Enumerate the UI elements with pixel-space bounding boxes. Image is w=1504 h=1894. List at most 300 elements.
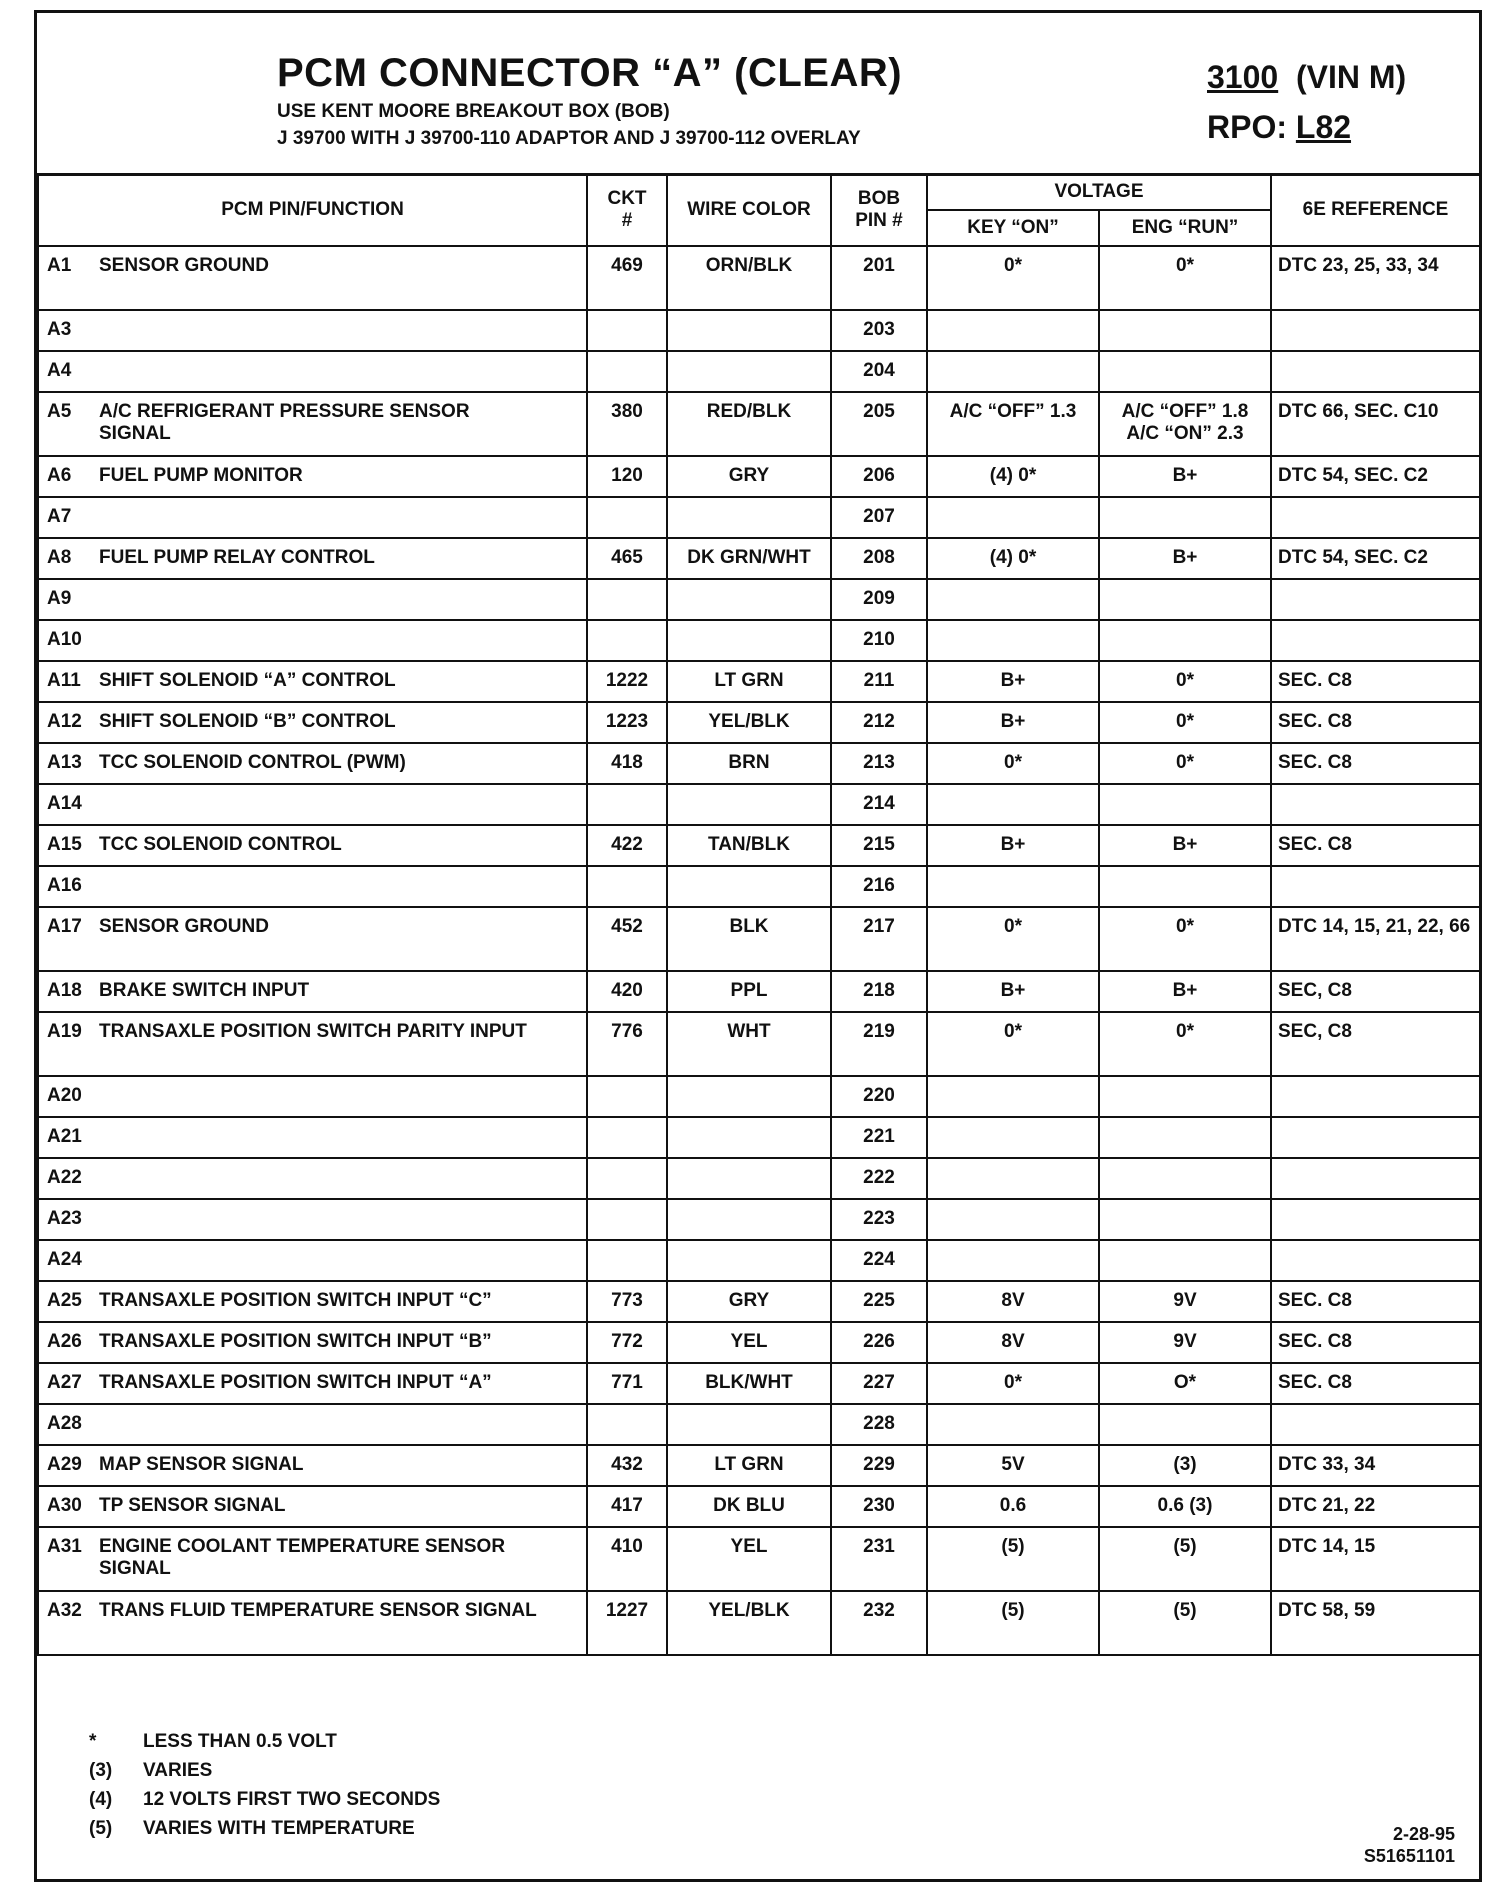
table-row xyxy=(38,1281,1480,1322)
doc-date: 2-28-95 xyxy=(1392,1824,1455,1844)
pin-id: A18 xyxy=(47,980,82,1001)
pin-function-cell xyxy=(38,971,587,1012)
col-voltage: VOLTAGE xyxy=(927,174,1271,210)
pin-function-cell xyxy=(38,825,587,866)
table-row xyxy=(38,743,1480,784)
eng-run-cell: O* xyxy=(1099,1363,1271,1404)
col-pin-function: PCM PIN/FUNCTION xyxy=(38,174,587,246)
table-row xyxy=(38,497,1480,538)
wire-color-cell xyxy=(667,1199,831,1240)
pin-id: A27 xyxy=(47,1372,82,1393)
table-row xyxy=(38,907,1480,971)
table-row xyxy=(38,246,1480,310)
reference-cell: DTC 14, 15, 21, 22, 66 xyxy=(1271,907,1480,971)
pin-id: A21 xyxy=(47,1126,82,1147)
rpo-prefix: RPO: xyxy=(1207,109,1287,145)
table-row xyxy=(38,310,1480,351)
bob-pin-cell: 228 xyxy=(831,1404,927,1445)
pin-id: A11 xyxy=(47,670,81,691)
pin-id: A12 xyxy=(47,711,82,732)
eng-run-cell xyxy=(1099,1240,1271,1281)
pin-id: A23 xyxy=(47,1208,82,1229)
table-row xyxy=(38,579,1480,620)
col-bob-pin: BOB PIN # xyxy=(831,174,927,246)
pin-id: A17 xyxy=(47,916,82,937)
wire-color-cell: DK BLU xyxy=(667,1486,831,1527)
bob-pin-cell: 225 xyxy=(831,1281,927,1322)
bob-pin-cell: 232 xyxy=(831,1591,927,1655)
table-row xyxy=(38,392,1480,456)
document-sheet xyxy=(34,10,1482,1882)
ckt-cell: 771 xyxy=(587,1363,667,1404)
reference-cell: DTC 21, 22 xyxy=(1271,1486,1480,1527)
pin-function-cell xyxy=(38,310,587,351)
key-on-cell xyxy=(927,497,1099,538)
engine-code: 3100 xyxy=(1207,59,1279,95)
table-row xyxy=(38,1527,1480,1591)
ckt-cell xyxy=(587,351,667,392)
pin-function-cell xyxy=(38,661,587,702)
table-row xyxy=(38,1404,1480,1445)
pin-function-cell xyxy=(38,907,587,971)
pin-function: FUEL PUMP MONITOR xyxy=(99,465,303,486)
pin-function-cell xyxy=(38,743,587,784)
pin-id: A22 xyxy=(47,1167,82,1188)
bob-pin-cell: 218 xyxy=(831,971,927,1012)
bob-pin-cell: 215 xyxy=(831,825,927,866)
wire-color-cell xyxy=(667,1404,831,1445)
ckt-cell: 432 xyxy=(587,1445,667,1486)
reference-cell xyxy=(1271,1158,1480,1199)
note-item xyxy=(89,1760,440,1789)
bob-pin-cell: 231 xyxy=(831,1527,927,1591)
wire-color-cell xyxy=(667,497,831,538)
key-on-cell: B+ xyxy=(927,971,1099,1012)
ckt-cell: 1222 xyxy=(587,661,667,702)
pin-function: ENGINE COOLANT TEMPERATURE SENSOR SIGNAL xyxy=(99,1536,506,1579)
wire-color-cell: GRY xyxy=(667,1281,831,1322)
wire-color-cell xyxy=(667,1117,831,1158)
bob-pin-cell: 212 xyxy=(831,702,927,743)
key-on-cell: 0* xyxy=(927,246,1099,310)
key-on-cell: A/C “OFF” 1.3 xyxy=(927,392,1099,456)
reference-cell xyxy=(1271,1199,1480,1240)
eng-run-cell xyxy=(1099,579,1271,620)
pin-function: A/C REFRIGERANT PRESSURE SENSOR SIGNAL xyxy=(99,401,470,444)
bob-pin-cell: 205 xyxy=(831,392,927,456)
note-item xyxy=(89,1731,440,1760)
ckt-cell: 1223 xyxy=(587,702,667,743)
wire-color-cell: RED/BLK xyxy=(667,392,831,456)
ckt-cell: 772 xyxy=(587,1322,667,1363)
reference-cell: DTC 54, SEC. C2 xyxy=(1271,456,1480,497)
pin-id: A20 xyxy=(47,1085,82,1106)
eng-run-cell: B+ xyxy=(1099,971,1271,1012)
engine-label xyxy=(1207,59,1406,96)
table-row xyxy=(38,1076,1480,1117)
wire-color-cell xyxy=(667,1240,831,1281)
pin-function-cell xyxy=(38,1076,587,1117)
key-on-cell xyxy=(927,1404,1099,1445)
key-on-cell: 5V xyxy=(927,1445,1099,1486)
wire-color-cell: LT GRN xyxy=(667,1445,831,1486)
pin-id: A31 xyxy=(47,1536,82,1557)
ckt-cell xyxy=(587,1117,667,1158)
key-on-cell xyxy=(927,310,1099,351)
eng-run-cell: A/C “OFF” 1.8 A/C “ON” 2.3 xyxy=(1099,392,1271,456)
eng-run-cell xyxy=(1099,1199,1271,1240)
pin-function: TCC SOLENOID CONTROL (PWM) xyxy=(99,752,406,773)
eng-run-cell: 0* xyxy=(1099,1012,1271,1076)
eng-run-cell: (3) xyxy=(1099,1445,1271,1486)
ckt-cell xyxy=(587,579,667,620)
pin-id: A1 xyxy=(47,255,72,276)
pin-function: TRANSAXLE POSITION SWITCH PARITY INPUT xyxy=(99,1021,527,1042)
note-text: LESS THAN 0.5 VOLT xyxy=(143,1731,337,1752)
key-on-cell: 0.6 xyxy=(927,1486,1099,1527)
wire-color-cell xyxy=(667,1076,831,1117)
rpo-value: L82 xyxy=(1295,109,1352,145)
key-on-cell: (4) 0* xyxy=(927,538,1099,579)
pin-id: A26 xyxy=(47,1331,82,1352)
reference-cell: SEC. C8 xyxy=(1271,661,1480,702)
key-on-cell: 8V xyxy=(927,1322,1099,1363)
pin-function: FUEL PUMP RELAY CONTROL xyxy=(99,547,375,568)
wire-color-cell: BRN xyxy=(667,743,831,784)
pin-table xyxy=(37,173,1481,1656)
key-on-cell: (4) 0* xyxy=(927,456,1099,497)
key-on-cell xyxy=(927,1076,1099,1117)
bob-pin-cell: 211 xyxy=(831,661,927,702)
pin-id: A6 xyxy=(47,465,72,486)
table-row xyxy=(38,1012,1480,1076)
eng-run-cell: 0* xyxy=(1099,743,1271,784)
wire-color-cell: YEL/BLK xyxy=(667,702,831,743)
note-key: (5) xyxy=(89,1818,113,1839)
bob-pin-cell: 210 xyxy=(831,620,927,661)
pin-function-cell xyxy=(38,351,587,392)
wire-color-cell: TAN/BLK xyxy=(667,825,831,866)
pin-function-cell xyxy=(38,1486,587,1527)
bob-pin-cell: 206 xyxy=(831,456,927,497)
pin-function-cell xyxy=(38,702,587,743)
reference-cell: DTC 54, SEC. C2 xyxy=(1271,538,1480,579)
bob-pin-cell: 217 xyxy=(831,907,927,971)
bob-pin-cell: 209 xyxy=(831,579,927,620)
key-on-cell: B+ xyxy=(927,702,1099,743)
pin-function-cell xyxy=(38,456,587,497)
pin-id: A15 xyxy=(47,834,82,855)
pin-function-cell xyxy=(38,1322,587,1363)
eng-run-cell: 9V xyxy=(1099,1322,1271,1363)
ckt-cell: 418 xyxy=(587,743,667,784)
wire-color-cell: YEL xyxy=(667,1527,831,1591)
eng-run-cell: 9V xyxy=(1099,1281,1271,1322)
eng-run-cell: 0* xyxy=(1099,702,1271,743)
eng-run-cell: (5) xyxy=(1099,1591,1271,1655)
table-row xyxy=(38,1240,1480,1281)
eng-run-cell xyxy=(1099,351,1271,392)
pin-function: SHIFT SOLENOID “B” CONTROL xyxy=(99,711,396,732)
key-on-cell: B+ xyxy=(927,825,1099,866)
doc-code: S51651101 xyxy=(1363,1846,1455,1866)
reference-cell: SEC. C8 xyxy=(1271,1363,1480,1404)
table-row xyxy=(38,1445,1480,1486)
eng-run-cell xyxy=(1099,1158,1271,1199)
table-row xyxy=(38,1591,1480,1655)
eng-run-cell xyxy=(1099,1404,1271,1445)
reference-cell xyxy=(1271,1240,1480,1281)
reference-cell: DTC 14, 15 xyxy=(1271,1527,1480,1591)
reference-cell: SEC. C8 xyxy=(1271,825,1480,866)
pin-id: A9 xyxy=(47,588,72,609)
pin-id: A7 xyxy=(47,506,72,527)
pin-function-cell xyxy=(38,538,587,579)
bob-pin-cell: 223 xyxy=(831,1199,927,1240)
key-on-cell xyxy=(927,1158,1099,1199)
reference-cell: DTC 66, SEC. C10 xyxy=(1271,392,1480,456)
bob-pin-cell: 222 xyxy=(831,1158,927,1199)
bob-pin-cell: 204 xyxy=(831,351,927,392)
note-key: (3) xyxy=(89,1760,113,1781)
pin-function-cell xyxy=(38,1117,587,1158)
table-row xyxy=(38,866,1480,907)
eng-run-cell xyxy=(1099,1117,1271,1158)
bob-pin-cell: 213 xyxy=(831,743,927,784)
key-on-cell: 0* xyxy=(927,743,1099,784)
reference-cell xyxy=(1271,1117,1480,1158)
pin-function-cell xyxy=(38,1404,587,1445)
reference-cell xyxy=(1271,866,1480,907)
ckt-cell: 422 xyxy=(587,825,667,866)
table-row xyxy=(38,1322,1480,1363)
table-row xyxy=(38,538,1480,579)
table-row xyxy=(38,971,1480,1012)
wire-color-cell xyxy=(667,351,831,392)
doc-id xyxy=(1364,1823,1455,1867)
bob-pin-cell: 229 xyxy=(831,1445,927,1486)
key-on-cell: 0* xyxy=(927,907,1099,971)
reference-cell xyxy=(1271,351,1480,392)
pin-id: A28 xyxy=(47,1413,82,1434)
ckt-cell: 417 xyxy=(587,1486,667,1527)
eng-run-cell xyxy=(1099,784,1271,825)
vin-code: (VIN M) xyxy=(1295,59,1407,95)
ckt-cell: 776 xyxy=(587,1012,667,1076)
bob-pin-cell: 208 xyxy=(831,538,927,579)
pin-function: BRAKE SWITCH INPUT xyxy=(99,980,310,1001)
note-text: VARIES WITH TEMPERATURE xyxy=(143,1818,415,1839)
ckt-cell xyxy=(587,1199,667,1240)
pin-function-cell xyxy=(38,1199,587,1240)
pin-id: A32 xyxy=(47,1600,82,1621)
note-text: VARIES xyxy=(143,1760,213,1781)
key-on-cell: (5) xyxy=(927,1527,1099,1591)
bob-pin-cell: 226 xyxy=(831,1322,927,1363)
eng-run-cell xyxy=(1099,310,1271,351)
pin-function: SENSOR GROUND xyxy=(99,916,269,937)
key-on-cell xyxy=(927,1117,1099,1158)
eng-run-cell: 0* xyxy=(1099,246,1271,310)
pin-id: A8 xyxy=(47,547,72,568)
pin-function-cell xyxy=(38,1281,587,1322)
table-row xyxy=(38,456,1480,497)
key-on-cell xyxy=(927,866,1099,907)
pin-function: SHIFT SOLENOID “A” CONTROL xyxy=(99,670,396,691)
pin-function: TCC SOLENOID CONTROL xyxy=(99,834,342,855)
reference-cell: DTC 23, 25, 33, 34 xyxy=(1271,246,1480,310)
table-row xyxy=(38,1363,1480,1404)
col-reference: 6E REFERENCE xyxy=(1271,174,1480,246)
pin-id: A4 xyxy=(47,360,72,381)
pin-function-cell xyxy=(38,1591,587,1655)
reference-cell xyxy=(1271,579,1480,620)
wire-color-cell: LT GRN xyxy=(667,661,831,702)
note-key: * xyxy=(89,1731,97,1752)
col-ckt: CKT # xyxy=(587,174,667,246)
ckt-cell xyxy=(587,866,667,907)
eng-run-cell xyxy=(1099,1076,1271,1117)
bob-pin-cell: 214 xyxy=(831,784,927,825)
eng-run-cell xyxy=(1099,866,1271,907)
bob-pin-cell: 216 xyxy=(831,866,927,907)
bob-pin-cell: 221 xyxy=(831,1117,927,1158)
wire-color-cell xyxy=(667,1158,831,1199)
eng-run-cell: B+ xyxy=(1099,456,1271,497)
pin-id: A3 xyxy=(47,319,72,340)
rpo-label xyxy=(1207,109,1351,146)
ckt-cell xyxy=(587,1158,667,1199)
subtitle-adaptor: J 39700 WITH J 39700-110 ADAPTOR AND J 39700-112 OVERLAY xyxy=(277,128,861,149)
eng-run-cell xyxy=(1099,620,1271,661)
key-on-cell: 8V xyxy=(927,1281,1099,1322)
pin-id: A5 xyxy=(47,401,72,422)
ckt-cell xyxy=(587,1240,667,1281)
ckt-cell: 773 xyxy=(587,1281,667,1322)
table-row xyxy=(38,351,1480,392)
ckt-cell xyxy=(587,497,667,538)
pin-function-cell xyxy=(38,392,587,456)
wire-color-cell: BLK xyxy=(667,907,831,971)
eng-run-cell: 0* xyxy=(1099,907,1271,971)
note-text: 12 VOLTS FIRST TWO SECONDS xyxy=(143,1789,441,1810)
ckt-cell: 410 xyxy=(587,1527,667,1591)
key-on-cell xyxy=(927,1199,1099,1240)
bob-pin-cell: 220 xyxy=(831,1076,927,1117)
reference-cell: SEC, C8 xyxy=(1271,1012,1480,1076)
pin-function-cell xyxy=(38,579,587,620)
pin-function-cell xyxy=(38,784,587,825)
key-on-cell xyxy=(927,620,1099,661)
pin-function: TP SENSOR SIGNAL xyxy=(99,1495,286,1516)
reference-cell: SEC. C8 xyxy=(1271,702,1480,743)
wire-color-cell xyxy=(667,310,831,351)
note-item xyxy=(89,1789,440,1818)
eng-run-cell: B+ xyxy=(1099,538,1271,579)
pin-id: A10 xyxy=(47,629,82,650)
bob-pin-cell: 203 xyxy=(831,310,927,351)
pin-id: A25 xyxy=(47,1290,82,1311)
notes xyxy=(89,1731,440,1847)
pin-function-cell xyxy=(38,866,587,907)
reference-cell: SEC. C8 xyxy=(1271,743,1480,784)
wire-color-cell: GRY xyxy=(667,456,831,497)
eng-run-cell: 0* xyxy=(1099,661,1271,702)
table-row xyxy=(38,825,1480,866)
key-on-cell: B+ xyxy=(927,661,1099,702)
key-on-cell xyxy=(927,351,1099,392)
pin-function-cell xyxy=(38,246,587,310)
key-on-cell xyxy=(927,579,1099,620)
pin-id: A16 xyxy=(47,875,82,896)
reference-cell xyxy=(1271,310,1480,351)
table-row xyxy=(38,1158,1480,1199)
bob-pin-cell: 201 xyxy=(831,246,927,310)
pin-function-cell xyxy=(38,1012,587,1076)
wire-color-cell xyxy=(667,866,831,907)
pin-function-cell xyxy=(38,620,587,661)
pin-id: A13 xyxy=(47,752,82,773)
wire-color-cell: WHT xyxy=(667,1012,831,1076)
bob-pin-cell: 224 xyxy=(831,1240,927,1281)
eng-run-cell: (5) xyxy=(1099,1527,1271,1591)
eng-run-cell: B+ xyxy=(1099,825,1271,866)
key-on-cell: (5) xyxy=(927,1591,1099,1655)
note-key: (4) xyxy=(89,1789,113,1810)
wire-color-cell: BLK/WHT xyxy=(667,1363,831,1404)
col-wire-color: WIRE COLOR xyxy=(667,174,831,246)
bob-pin-cell: 219 xyxy=(831,1012,927,1076)
ckt-cell: 469 xyxy=(587,246,667,310)
wire-color-cell: ORN/BLK xyxy=(667,246,831,310)
header xyxy=(37,13,1479,176)
pin-function: TRANSAXLE POSITION SWITCH INPUT “C” xyxy=(99,1290,492,1311)
bob-pin-cell: 230 xyxy=(831,1486,927,1527)
wire-color-cell: YEL xyxy=(667,1322,831,1363)
table-row xyxy=(38,661,1480,702)
ckt-cell: 1227 xyxy=(587,1591,667,1655)
reference-cell xyxy=(1271,620,1480,661)
wire-color-cell: PPL xyxy=(667,971,831,1012)
pin-function: TRANS FLUID TEMPERATURE SENSOR SIGNAL xyxy=(99,1600,537,1621)
eng-run-cell xyxy=(1099,497,1271,538)
ckt-cell xyxy=(587,784,667,825)
ckt-cell: 465 xyxy=(587,538,667,579)
table-row xyxy=(38,702,1480,743)
bob-pin-cell: 207 xyxy=(831,497,927,538)
pin-id: A30 xyxy=(47,1495,82,1516)
pin-id: A29 xyxy=(47,1454,82,1475)
ckt-cell: 452 xyxy=(587,907,667,971)
pin-function: TRANSAXLE POSITION SWITCH INPUT “B” xyxy=(99,1331,492,1352)
reference-cell: SEC, C8 xyxy=(1271,971,1480,1012)
key-on-cell: 0* xyxy=(927,1363,1099,1404)
reference-cell xyxy=(1271,497,1480,538)
table-row xyxy=(38,784,1480,825)
wire-color-cell xyxy=(667,620,831,661)
page-title: PCM CONNECTOR “A” (CLEAR) xyxy=(277,51,903,95)
table-row xyxy=(38,1117,1480,1158)
reference-cell: DTC 33, 34 xyxy=(1271,1445,1480,1486)
pin-function-cell xyxy=(38,1527,587,1591)
ckt-cell: 420 xyxy=(587,971,667,1012)
reference-cell xyxy=(1271,1076,1480,1117)
note-item xyxy=(89,1818,440,1847)
pin-function-cell xyxy=(38,497,587,538)
pin-function: MAP SENSOR SIGNAL xyxy=(99,1454,304,1475)
ckt-cell xyxy=(587,1076,667,1117)
col-key-on: KEY “ON” xyxy=(927,210,1099,246)
